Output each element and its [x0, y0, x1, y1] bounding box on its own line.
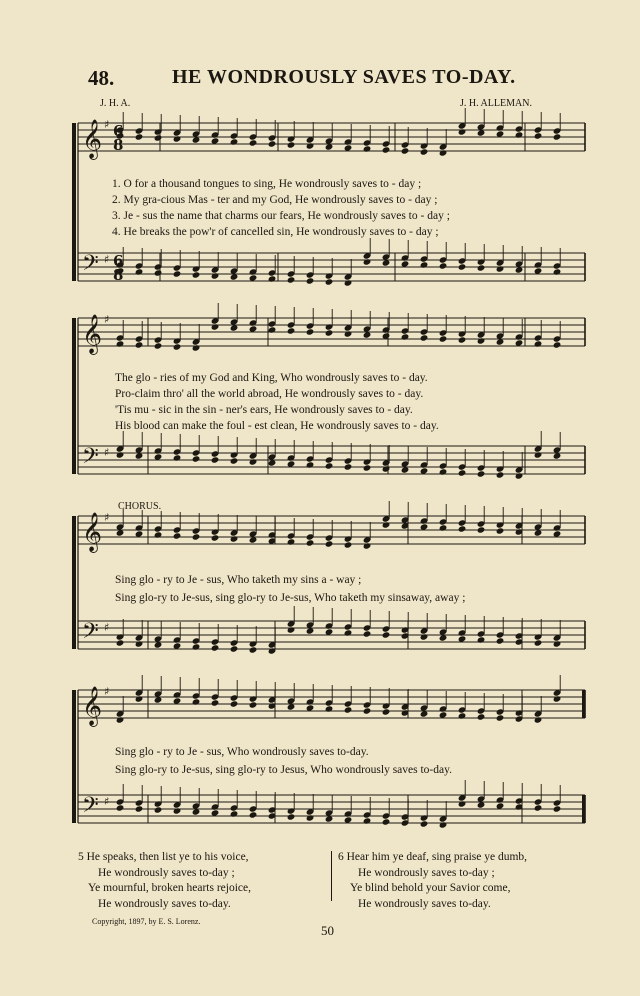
- notehead: [135, 268, 144, 275]
- notehead: [477, 264, 486, 271]
- notehead: [230, 645, 239, 652]
- notehead: [363, 145, 372, 152]
- notehead: [553, 133, 562, 140]
- sharp-sign: ♯: [104, 253, 110, 266]
- notehead: [458, 336, 467, 343]
- notehead: [458, 128, 467, 135]
- notehead: [363, 258, 372, 265]
- notehead: [496, 527, 505, 534]
- notehead: [477, 470, 486, 477]
- verse-line-2-4: His blood can make the foul - est clean, He wondrously saves to - day.: [115, 420, 439, 432]
- notehead: [249, 811, 258, 818]
- notehead: [534, 451, 543, 458]
- verse-6-line-1: 6 Hear him ye deaf, sing praise ye dumb,: [338, 851, 528, 863]
- notehead: [344, 279, 353, 286]
- notehead: [458, 469, 467, 476]
- notehead: [192, 344, 201, 351]
- notehead: [382, 465, 391, 472]
- chorus-line-3-2: Sing glo-ry to Je-sus, sing glo-ry to Je-sus, Who taketh my sinsaway, away ;: [115, 592, 466, 604]
- verse-5: [78, 850, 251, 912]
- notehead: [477, 526, 486, 533]
- notehead: [439, 468, 448, 475]
- notehead: [496, 637, 505, 644]
- time-signature-bottom: 8: [113, 266, 124, 284]
- notehead: [173, 270, 182, 277]
- clefs: [82, 118, 109, 823]
- hymn-number: 48.: [88, 66, 115, 90]
- notehead: [230, 138, 239, 145]
- notehead: [496, 471, 505, 478]
- notehead: [268, 140, 277, 147]
- notehead: [363, 630, 372, 637]
- notehead: [249, 646, 258, 653]
- notehead: [154, 342, 163, 349]
- notehead: [192, 533, 201, 540]
- notehead: [135, 695, 144, 702]
- verse-5-line-2: He wondrously saves to-day ;: [98, 866, 235, 879]
- time-signature-top: 6: [113, 252, 124, 270]
- verse-6-line-2: He wondrously saves to-day ;: [358, 866, 495, 879]
- notehead: [306, 142, 315, 149]
- system-bracket: [72, 318, 76, 474]
- notehead: [534, 804, 543, 811]
- sharp-sign: ♯: [104, 621, 110, 634]
- notehead: [477, 636, 486, 643]
- notehead: [173, 135, 182, 142]
- notehead: [344, 706, 353, 713]
- system-bracket: [72, 123, 76, 281]
- notehead: [116, 804, 125, 811]
- notehead: [458, 263, 467, 270]
- notehead: [116, 340, 125, 347]
- notehead: [287, 327, 296, 334]
- bass-clef: 𝄢: [82, 444, 99, 474]
- sharp-sign: ♯: [104, 685, 110, 698]
- notehead: [534, 639, 543, 646]
- notehead: [325, 278, 334, 285]
- verse-divider: [331, 851, 332, 901]
- page-number: 50: [321, 923, 334, 938]
- notehead: [344, 330, 353, 337]
- notehead: [306, 814, 315, 821]
- treble-clef: 𝄞: [82, 119, 103, 159]
- notehead: [154, 531, 163, 538]
- music-credit: J. H. ALLEMAN.: [460, 98, 532, 109]
- verse-6: [338, 850, 527, 912]
- notehead: [553, 695, 562, 702]
- notehead: [363, 817, 372, 824]
- time-signature-top: 6: [113, 122, 124, 140]
- notehead: [325, 329, 334, 336]
- notehead: [135, 133, 144, 140]
- notehead: [439, 149, 448, 156]
- notehead: [553, 640, 562, 647]
- notehead: [154, 269, 163, 276]
- hymn-title: HE WONDROUSLY SAVES TO-DAY.: [172, 66, 516, 88]
- notehead: [325, 540, 334, 547]
- notehead: [439, 821, 448, 828]
- bass-clef: 𝄢: [82, 619, 99, 649]
- notehead: [211, 699, 220, 706]
- notehead: [211, 456, 220, 463]
- notehead: [496, 265, 505, 272]
- notehead: [173, 807, 182, 814]
- treble-clef: 𝄞: [82, 686, 103, 726]
- notehead: [192, 698, 201, 705]
- notehead: [154, 134, 163, 141]
- notehead: [287, 813, 296, 820]
- notehead: [363, 464, 372, 471]
- verse-5-line-1: 5 He speaks, then list ye to his voice,: [78, 851, 249, 863]
- system-bracket: [72, 516, 76, 649]
- notehead: [401, 333, 410, 340]
- notehead: [458, 800, 467, 807]
- notehead: [420, 633, 429, 640]
- verse-6-line-4: He wondrously saves to-day.: [358, 897, 491, 910]
- notehead: [420, 820, 429, 827]
- verse-line-1-4: 4. He breaks the pow'r of cancelled sin, He wondrously saves to - day ;: [112, 226, 439, 238]
- treble-clef: 𝄞: [82, 512, 103, 552]
- notehead: [116, 639, 125, 646]
- notehead: [154, 806, 163, 813]
- notehead: [553, 268, 562, 275]
- notehead: [306, 277, 315, 284]
- notehead: [230, 810, 239, 817]
- notehead: [230, 535, 239, 542]
- notehead: [363, 707, 372, 714]
- notehead: [439, 262, 448, 269]
- notehead: [534, 716, 543, 723]
- sharp-sign: ♯: [104, 313, 110, 326]
- notehead: [420, 148, 429, 155]
- time-signature-bottom: 8: [113, 136, 124, 154]
- notehead: [192, 271, 201, 278]
- notehead: [401, 147, 410, 154]
- verse-5-line-4: He wondrously saves to-day.: [98, 897, 231, 910]
- system-bracket: [72, 690, 76, 823]
- bass-clef: 𝄢: [82, 793, 99, 823]
- chorus-line-4-1: Sing glo - ry to Je - sus, Who wondrously saves to-day.: [115, 746, 369, 758]
- notehead: [249, 701, 258, 708]
- notehead: [325, 462, 334, 469]
- verse-line-1-2: 2. My gra-cious Mas - ter and my God, He wondrously saves to - day ;: [112, 194, 438, 206]
- sharp-sign: ♯: [104, 446, 110, 459]
- notehead: [458, 525, 467, 532]
- sharp-sign: ♯: [104, 511, 110, 524]
- verse-5-line-3: Ye mournful, broken hearts rejoice,: [88, 882, 251, 894]
- final-bar: [582, 690, 585, 718]
- notehead: [382, 146, 391, 153]
- notehead: [344, 629, 353, 636]
- notehead: [458, 712, 467, 719]
- notehead: [534, 340, 543, 347]
- verse-line-2-3: 'Tis mu - sic in the sin - ner's ears, He wondrously saves to - day.: [115, 404, 413, 416]
- notehead: [553, 805, 562, 812]
- notehead: [287, 626, 296, 633]
- notehead: [211, 272, 220, 279]
- notehead: [553, 341, 562, 348]
- notehead: [344, 463, 353, 470]
- notehead: [230, 700, 239, 707]
- notehead: [135, 640, 144, 647]
- verse-line-1-1: 1. O for a thousand tongues to sing, He wondrously saves to - day ;: [112, 178, 422, 190]
- verse-line-1-3: 3. Je - sus the name that charms our fears, He wondrously saves to - day ;: [112, 210, 450, 222]
- notehead: [173, 454, 182, 461]
- notehead: [287, 141, 296, 148]
- notehead: [420, 334, 429, 341]
- notehead: [268, 275, 277, 282]
- notehead: [287, 538, 296, 545]
- notehead: [116, 451, 125, 458]
- notehead: [344, 541, 353, 548]
- notehead: [287, 276, 296, 283]
- notehead: [515, 472, 524, 479]
- chorus-line-4-2: Sing glo-ry to Je-sus, sing glo-ry to Jesus, Who wondrously saves to-day.: [115, 764, 452, 776]
- notehead: [382, 818, 391, 825]
- notehead: [306, 461, 315, 468]
- notehead: [382, 521, 391, 528]
- sharp-sign: ♯: [104, 118, 110, 131]
- notehead: [382, 708, 391, 715]
- notehead: [439, 335, 448, 342]
- notehead: [534, 132, 543, 139]
- notehead: [211, 534, 220, 541]
- bass-clef: 𝄢: [82, 251, 99, 281]
- verse-line-2-1: The glo - ries of my God and King, Who wondrously saves to - day.: [115, 372, 428, 384]
- notehead: [135, 805, 144, 812]
- notehead: [230, 457, 239, 464]
- notehead: [477, 337, 486, 344]
- copyright-notice: Copyright, 1897, by E. S. Lorenz.: [92, 917, 201, 926]
- final-bar: [582, 795, 585, 823]
- sharp-sign: ♯: [104, 795, 110, 808]
- notehead: [249, 139, 258, 146]
- notehead: [420, 261, 429, 268]
- chorus-label: CHORUS.: [118, 501, 162, 512]
- notehead: [173, 343, 182, 350]
- notehead: [192, 643, 201, 650]
- notehead: [477, 713, 486, 720]
- notehead: [211, 644, 220, 651]
- notehead: [439, 524, 448, 531]
- notehead: [268, 326, 277, 333]
- notehead: [116, 716, 125, 723]
- verse-line-2-2: Pro-claim thro' all the world abroad, He wondrously saves to - day.: [115, 388, 424, 400]
- notehead: [515, 131, 524, 138]
- notehead: [306, 539, 315, 546]
- notehead: [496, 714, 505, 721]
- notehead: [173, 532, 182, 539]
- notehead: [135, 341, 144, 348]
- notehead: [325, 705, 334, 712]
- verse-6-line-3: Ye blind behold your Savior come,: [350, 882, 511, 894]
- notehead: [192, 455, 201, 462]
- notehead: [211, 323, 220, 330]
- chorus-line-3-1: Sing glo - ry to Je - sus, Who taketh my sins a - way ;: [115, 574, 362, 586]
- words-credit: J. H. A.: [100, 98, 131, 109]
- notehead: [306, 328, 315, 335]
- treble-clef: 𝄞: [82, 314, 103, 354]
- notehead: [363, 542, 372, 549]
- notehead: [249, 458, 258, 465]
- notehead: [382, 631, 391, 638]
